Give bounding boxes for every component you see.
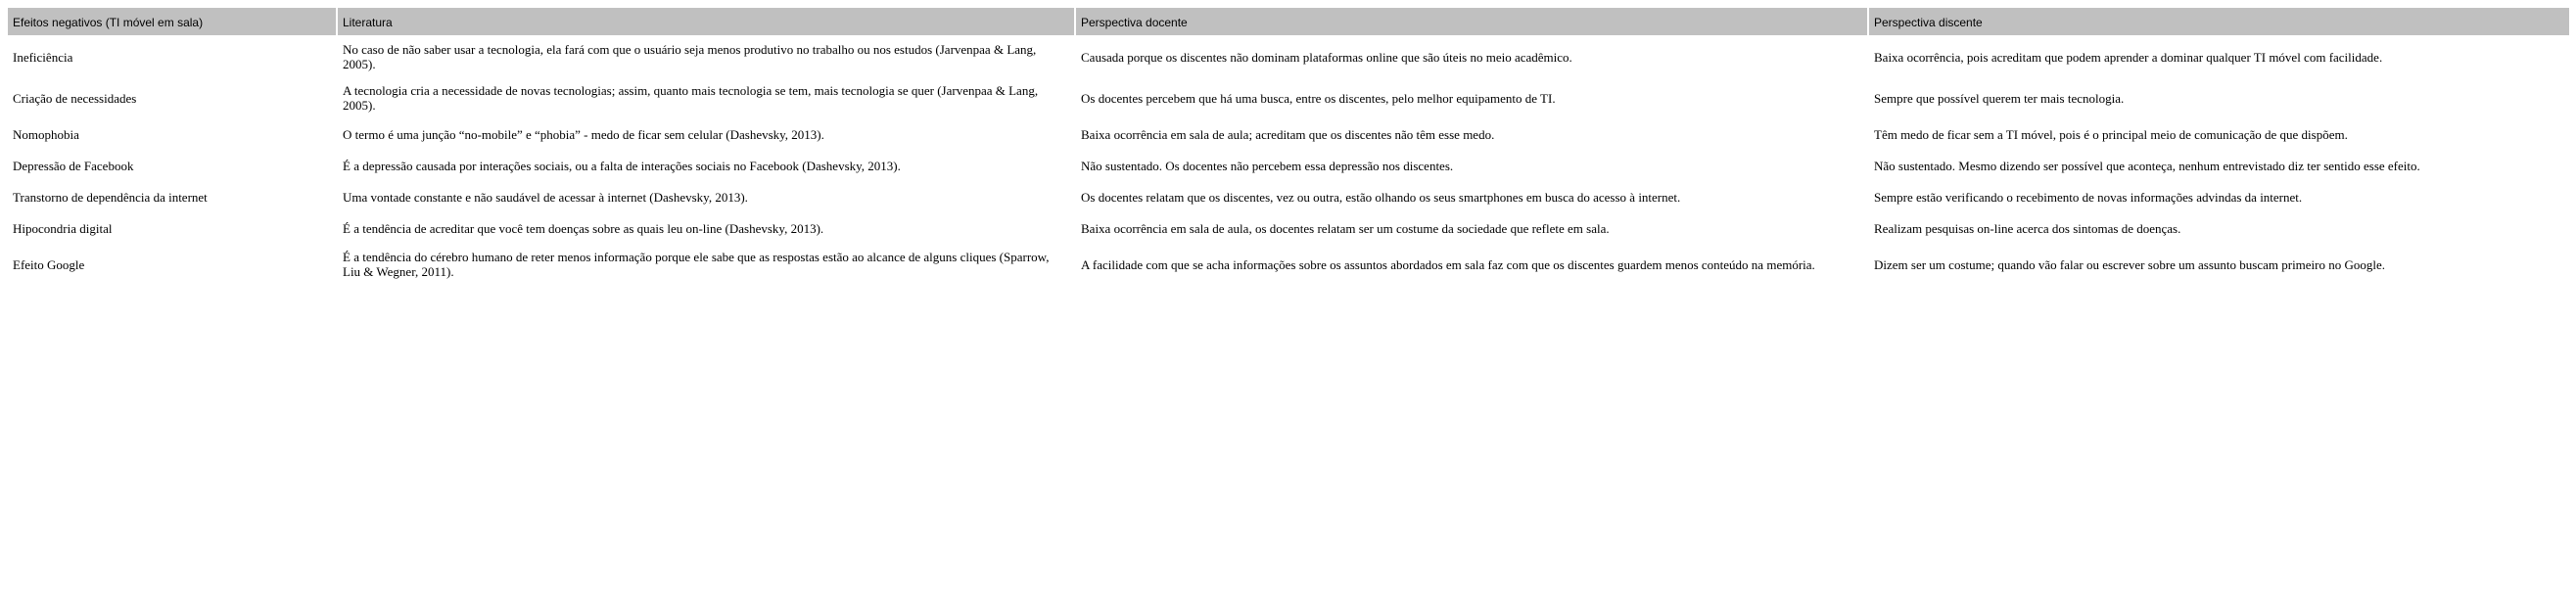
cell-discente: Baixa ocorrência, pois acreditam que podem aprender a dominar qualquer TI móvel com facilidade. [1874,49,2383,65]
cell-discente: Têm medo de ficar sem a TI móvel, pois é o principal meio de comunicação de que dispõem. [1874,126,2348,142]
table-row [8,37,2569,76]
cell-efeito: Ineficiência [13,49,73,65]
cell-literatura: Uma vontade constante e não saudável de acessar à internet (Dashevsky, 2013). [343,189,748,205]
table-body [8,37,2569,284]
cell-efeito: Transtorno de dependência da internet [13,189,208,205]
cell-efeito: Nomophobia [13,126,79,142]
table-row [8,182,2569,211]
header-perspectiva-docente: Perspectiva docente [1076,8,1867,35]
table-row [8,213,2569,243]
cell-docente: Baixa ocorrência em sala de aula; acreditam que os discentes não têm esse medo. [1081,126,1495,142]
header-perspectiva-discente: Perspectiva discente [1869,8,2569,35]
table-row [8,151,2569,180]
cell-literatura: O termo é uma junção “no-mobile” e “phobia” - medo de ficar sem celular (Dashevsky, 2013). [343,126,824,142]
table-row [8,119,2569,149]
cell-docente: Os docentes percebem que há uma busca, entre os discentes, pelo melhor equipamento de TI. [1081,90,1556,106]
cell-efeito: Efeito Google [13,256,85,272]
cell-efeito: Criação de necessidades [13,90,137,106]
header-literatura: Literatura [338,8,1074,35]
cell-efeito: Hipocondria digital [13,220,113,236]
cell-literatura: A tecnologia cria a necessidade de novas tecnologias; assim, quanto mais tecnologia se tem, mais tecnologia se quer (Jarvenpaa & Lang, 2005). [343,83,1039,113]
table-row [8,245,2569,284]
cell-literatura: É a tendência do cérebro humano de reter menos informação porque ele sabe que as respostas estão ao alcance de alguns cliques (Sparrow, Liu & Wegner, 2011). [343,250,1050,279]
cell-literatura: É a tendência de acreditar que você tem doenças sobre as quais leu on-line (Dashevsky, 2013). [343,220,824,236]
cell-docente: Causada porque os discentes não dominam plataformas online que são úteis no meio acadêmico. [1081,49,1572,65]
header-row [8,8,2569,35]
cell-discente: Dizem ser um costume; quando vão falar ou escrever sobre um assunto buscam primeiro no Google. [1874,256,2386,272]
cell-discente: Realizam pesquisas on-line acerca dos sintomas de doenças. [1874,220,2181,236]
cell-docente: Não sustentado. Os docentes não percebem essa depressão nos discentes. [1081,158,1454,173]
document-table-container [6,6,2571,286]
table-header [8,8,2569,35]
table-row [8,78,2569,117]
cell-docente: Baixa ocorrência em sala de aula, os docentes relatam ser um costume da sociedade que reflete em sala. [1081,220,1610,236]
cell-docente: A facilidade com que se acha informações sobre os assuntos abordados em sala faz com que os discentes guardem menos conteúdo na memória. [1081,256,1815,272]
negative-effects-table [6,6,2571,286]
header-efeitos: Efeitos negativos (TI móvel em sala) [8,8,336,35]
cell-discente: Sempre que possível querem ter mais tecnologia. [1874,90,2125,106]
cell-efeito: Depressão de Facebook [13,158,134,173]
cell-discente: Não sustentado. Mesmo dizendo ser possível que aconteça, nenhum entrevistado diz ter sentido esse efeito. [1874,158,2420,173]
cell-literatura: No caso de não saber usar a tecnologia, ela fará com que o usuário seja menos produtivo no trabalho ou nos estudos (Jarvenpaa & Lang, 2005). [343,42,1037,71]
cell-docente: Os docentes relatam que os discentes, vez ou outra, estão olhando os seus smartphones em busca do acesso à internet. [1081,189,1681,205]
cell-literatura: É a depressão causada por interações sociais, ou a falta de interações sociais no Facebook (Dashevsky, 2013). [343,158,901,173]
cell-discente: Sempre estão verificando o recebimento de novas informações advindas da internet. [1874,189,2303,205]
